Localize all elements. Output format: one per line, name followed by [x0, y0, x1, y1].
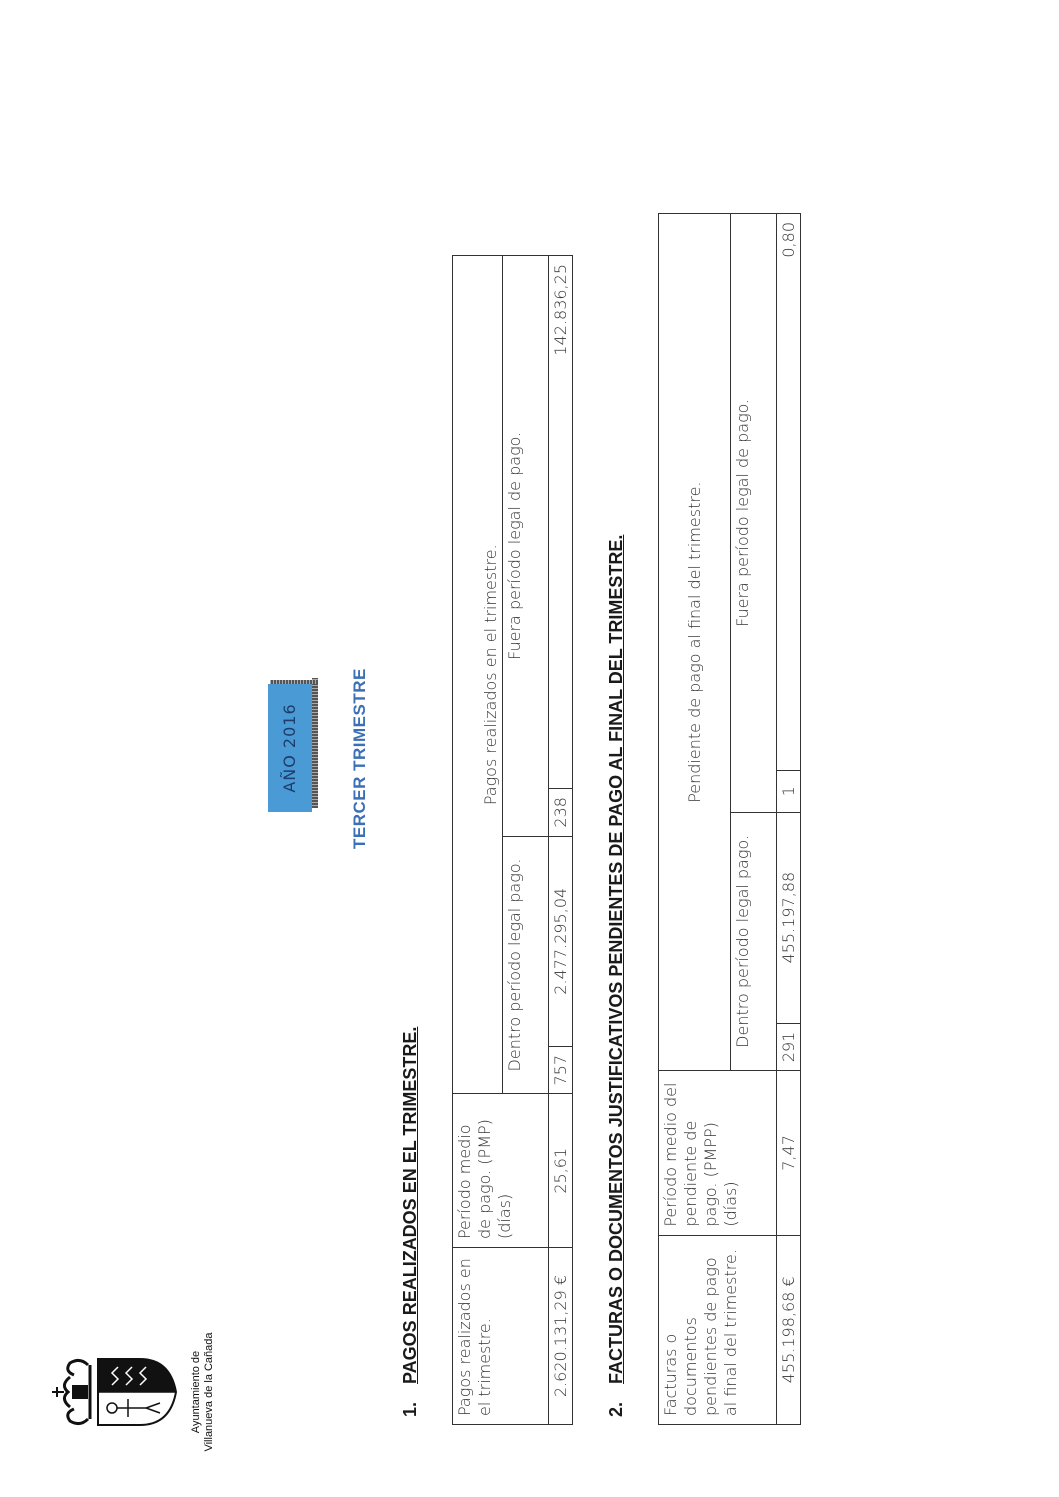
section1-heading: [400, 1027, 421, 1417]
pending-within-header: Dentro período legal pago.: [731, 812, 777, 1071]
municipal-coat-of-arms-logo: [50, 1347, 180, 1437]
outside-period-header: Fuera período legal de pago.: [503, 256, 549, 837]
logo-caption: [190, 1322, 216, 1462]
payments-table-data-row: [549, 256, 573, 1425]
outside-count: 238: [549, 789, 573, 837]
pending-table-header-row: [659, 214, 731, 1425]
payments-col-header: Pagos realizados en el trimestre.: [453, 1248, 549, 1425]
logo-caption-line2: Villanueva de la Cañada: [203, 1332, 215, 1452]
payments-table: [452, 255, 573, 1425]
invoices-col-header: Facturas o documentos pendientes de pago al final del trimestre.: [659, 1235, 777, 1424]
pmp-col-header: Período medio de pago. (PMP) (días): [453, 1094, 549, 1248]
pmpp-col-header: Período medio del pendiente de pago. (PMPP) (días): [659, 1071, 777, 1235]
payments-table-header-row: [453, 256, 503, 1425]
logo-caption-line1: Ayuntamiento de: [190, 1350, 202, 1434]
section2-title: FACTURAS O DOCUMENTOS JUSTIFICATIVOS PENDIENTES DE PAGO AL FINAL DEL TRIMESTRE.: [606, 534, 626, 1384]
pmpp-value: 7,47: [777, 1071, 801, 1235]
within-count: 757: [549, 1046, 573, 1094]
payments-group-header: Pagos realizados en el trimestre.: [453, 256, 503, 1094]
year-badge: AÑO 2016: [268, 684, 312, 812]
pmp-value: 25,61: [549, 1094, 573, 1248]
quarter-title: TERCER TRIMESTRE: [350, 668, 369, 849]
pending-outside-amount: 0,80: [777, 214, 801, 771]
section1-title: PAGOS REALIZADOS EN EL TRIMESTRE.: [400, 1026, 420, 1384]
pending-within-count: 291: [777, 1023, 801, 1071]
pending-outside-header: Fuera período legal de pago.: [731, 214, 777, 813]
section2-heading: [606, 535, 627, 1417]
section1-number: 1.: [400, 1401, 420, 1417]
outside-amount: 142.836,25: [549, 256, 573, 789]
pending-table-data-row: [777, 214, 801, 1425]
pending-outside-count: 1: [777, 770, 801, 812]
section2-number: 2.: [606, 1401, 626, 1417]
pending-group-header: Pendiente de pago al final del trimestre.: [659, 214, 731, 1071]
pending-total-amount: 455.198,68 €: [777, 1235, 801, 1424]
pending-table: [658, 213, 801, 1425]
year-badge-shadow: [312, 678, 318, 808]
payments-total-amount: 2.620.131,29 €: [549, 1248, 573, 1425]
within-amount: 2.477.295,04: [549, 836, 573, 1046]
pending-within-amount: 455.197,88: [777, 812, 801, 1023]
year-badge-container: [268, 677, 320, 812]
within-period-header: Dentro período legal pago.: [503, 836, 549, 1094]
